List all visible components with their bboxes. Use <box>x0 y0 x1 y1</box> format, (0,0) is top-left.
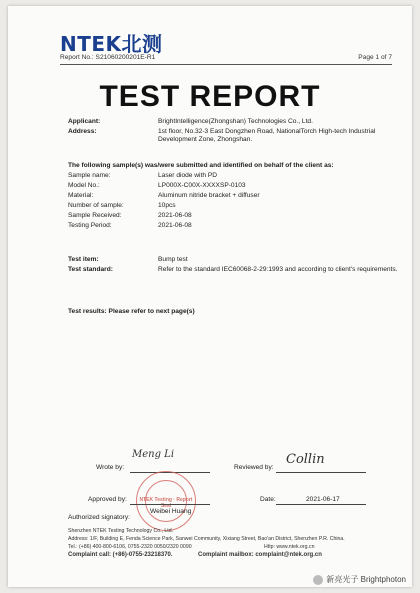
address-value: 1st floor, No.32-3 East Dongzhen Road, NationalTorch High-tech Industrial Development Zone, Zhongshan. <box>158 128 376 144</box>
testing-period-value: 2021-06-08 <box>158 222 192 229</box>
applicant-label: Applicant: <box>68 118 101 125</box>
sample-intro: The following sample(s) was/were submitted and identified on behalf of the client as: <box>68 162 334 169</box>
company-seal: NTEK Testing · Report Seal <box>136 471 196 531</box>
report-number: Report No.: S21060200201E-R1 <box>60 54 156 61</box>
model-no-value: LP000X-C00X-XXXXSP-0103 <box>158 182 246 189</box>
reviewed-by-line <box>276 472 366 473</box>
date-label: Date: <box>260 496 276 503</box>
test-item-value: Bump test <box>158 256 188 263</box>
material-label: Material: <box>68 192 94 199</box>
header-divider <box>60 64 392 65</box>
report-title: TEST REPORT <box>99 80 321 113</box>
footer-complaint-mail: Complaint mailbox: complaint@ntek.org.cn <box>198 552 322 558</box>
sample-received-label: Sample Received: <box>68 212 122 219</box>
footer-web: Http: www.ntek.org.cn <box>264 544 315 550</box>
footer-complaint-call: Complaint call: (+86)-0755-23218370. <box>68 552 173 558</box>
date-value: 2021-06-17 <box>306 496 340 503</box>
test-standard-label: Test standard: <box>68 266 113 273</box>
model-no-label: Model No.: <box>68 182 100 189</box>
address-label: Address: <box>68 128 97 135</box>
reviewed-by-label: Reviewed by: <box>234 464 274 471</box>
footer-address: Address: 1/F, Building E, Fenda Science Park, Sanwei Community, Xixiang Street, Bao'an District, Shenzhen P.R. China. <box>68 536 345 542</box>
approved-by-label: Approved by: <box>88 496 127 503</box>
test-results: Test results: Please refer to next page(s) <box>68 308 195 315</box>
sample-name-value: Laser diode with PD <box>158 172 218 179</box>
ntek-logo: NTEK北测 <box>60 32 163 56</box>
page-indicator: Page 1 of 7 <box>358 54 392 61</box>
watermark <box>313 574 406 585</box>
wrote-by-label: Wrote by: <box>96 464 125 471</box>
watermark-text: 新亮光子 Brightphoton <box>326 575 406 584</box>
test-standard-value: Refer to the standard IEC60068-2-29:1993 and according to client's requirements. <box>158 266 398 273</box>
signatory-name: Weibei Huang <box>150 508 192 515</box>
footer-tel: Tel.: (+86) 400-800-6106, 0755-2320 0050/2320 0090 <box>68 544 192 550</box>
footer-company: Shenzhen NTEK Testing Technology Co., Ltd. <box>68 528 174 534</box>
material-value: Aluminum nitride bracket + diffuser <box>158 192 260 199</box>
sample-received-value: 2021-06-08 <box>158 212 192 219</box>
writer-signature: Meng Li <box>132 449 175 460</box>
authorized-signatory-label: Authorized signatory: <box>68 514 130 521</box>
sample-count-value: 10pcs <box>158 202 176 209</box>
test-item-label: Test item: <box>68 256 99 263</box>
reviewer-signature: Collin <box>286 452 325 467</box>
testing-period-label: Testing Period: <box>68 222 112 229</box>
report-page <box>8 6 412 587</box>
approved-by-line <box>130 504 210 505</box>
sample-count-label: Number of sample: <box>68 202 124 209</box>
sample-name-label: Sample name: <box>68 172 111 179</box>
date-line <box>276 504 366 505</box>
wechat-icon <box>313 575 323 585</box>
applicant-value: BrightIntelligence(Zhongshan) Technologies Co., Ltd. <box>158 118 313 125</box>
